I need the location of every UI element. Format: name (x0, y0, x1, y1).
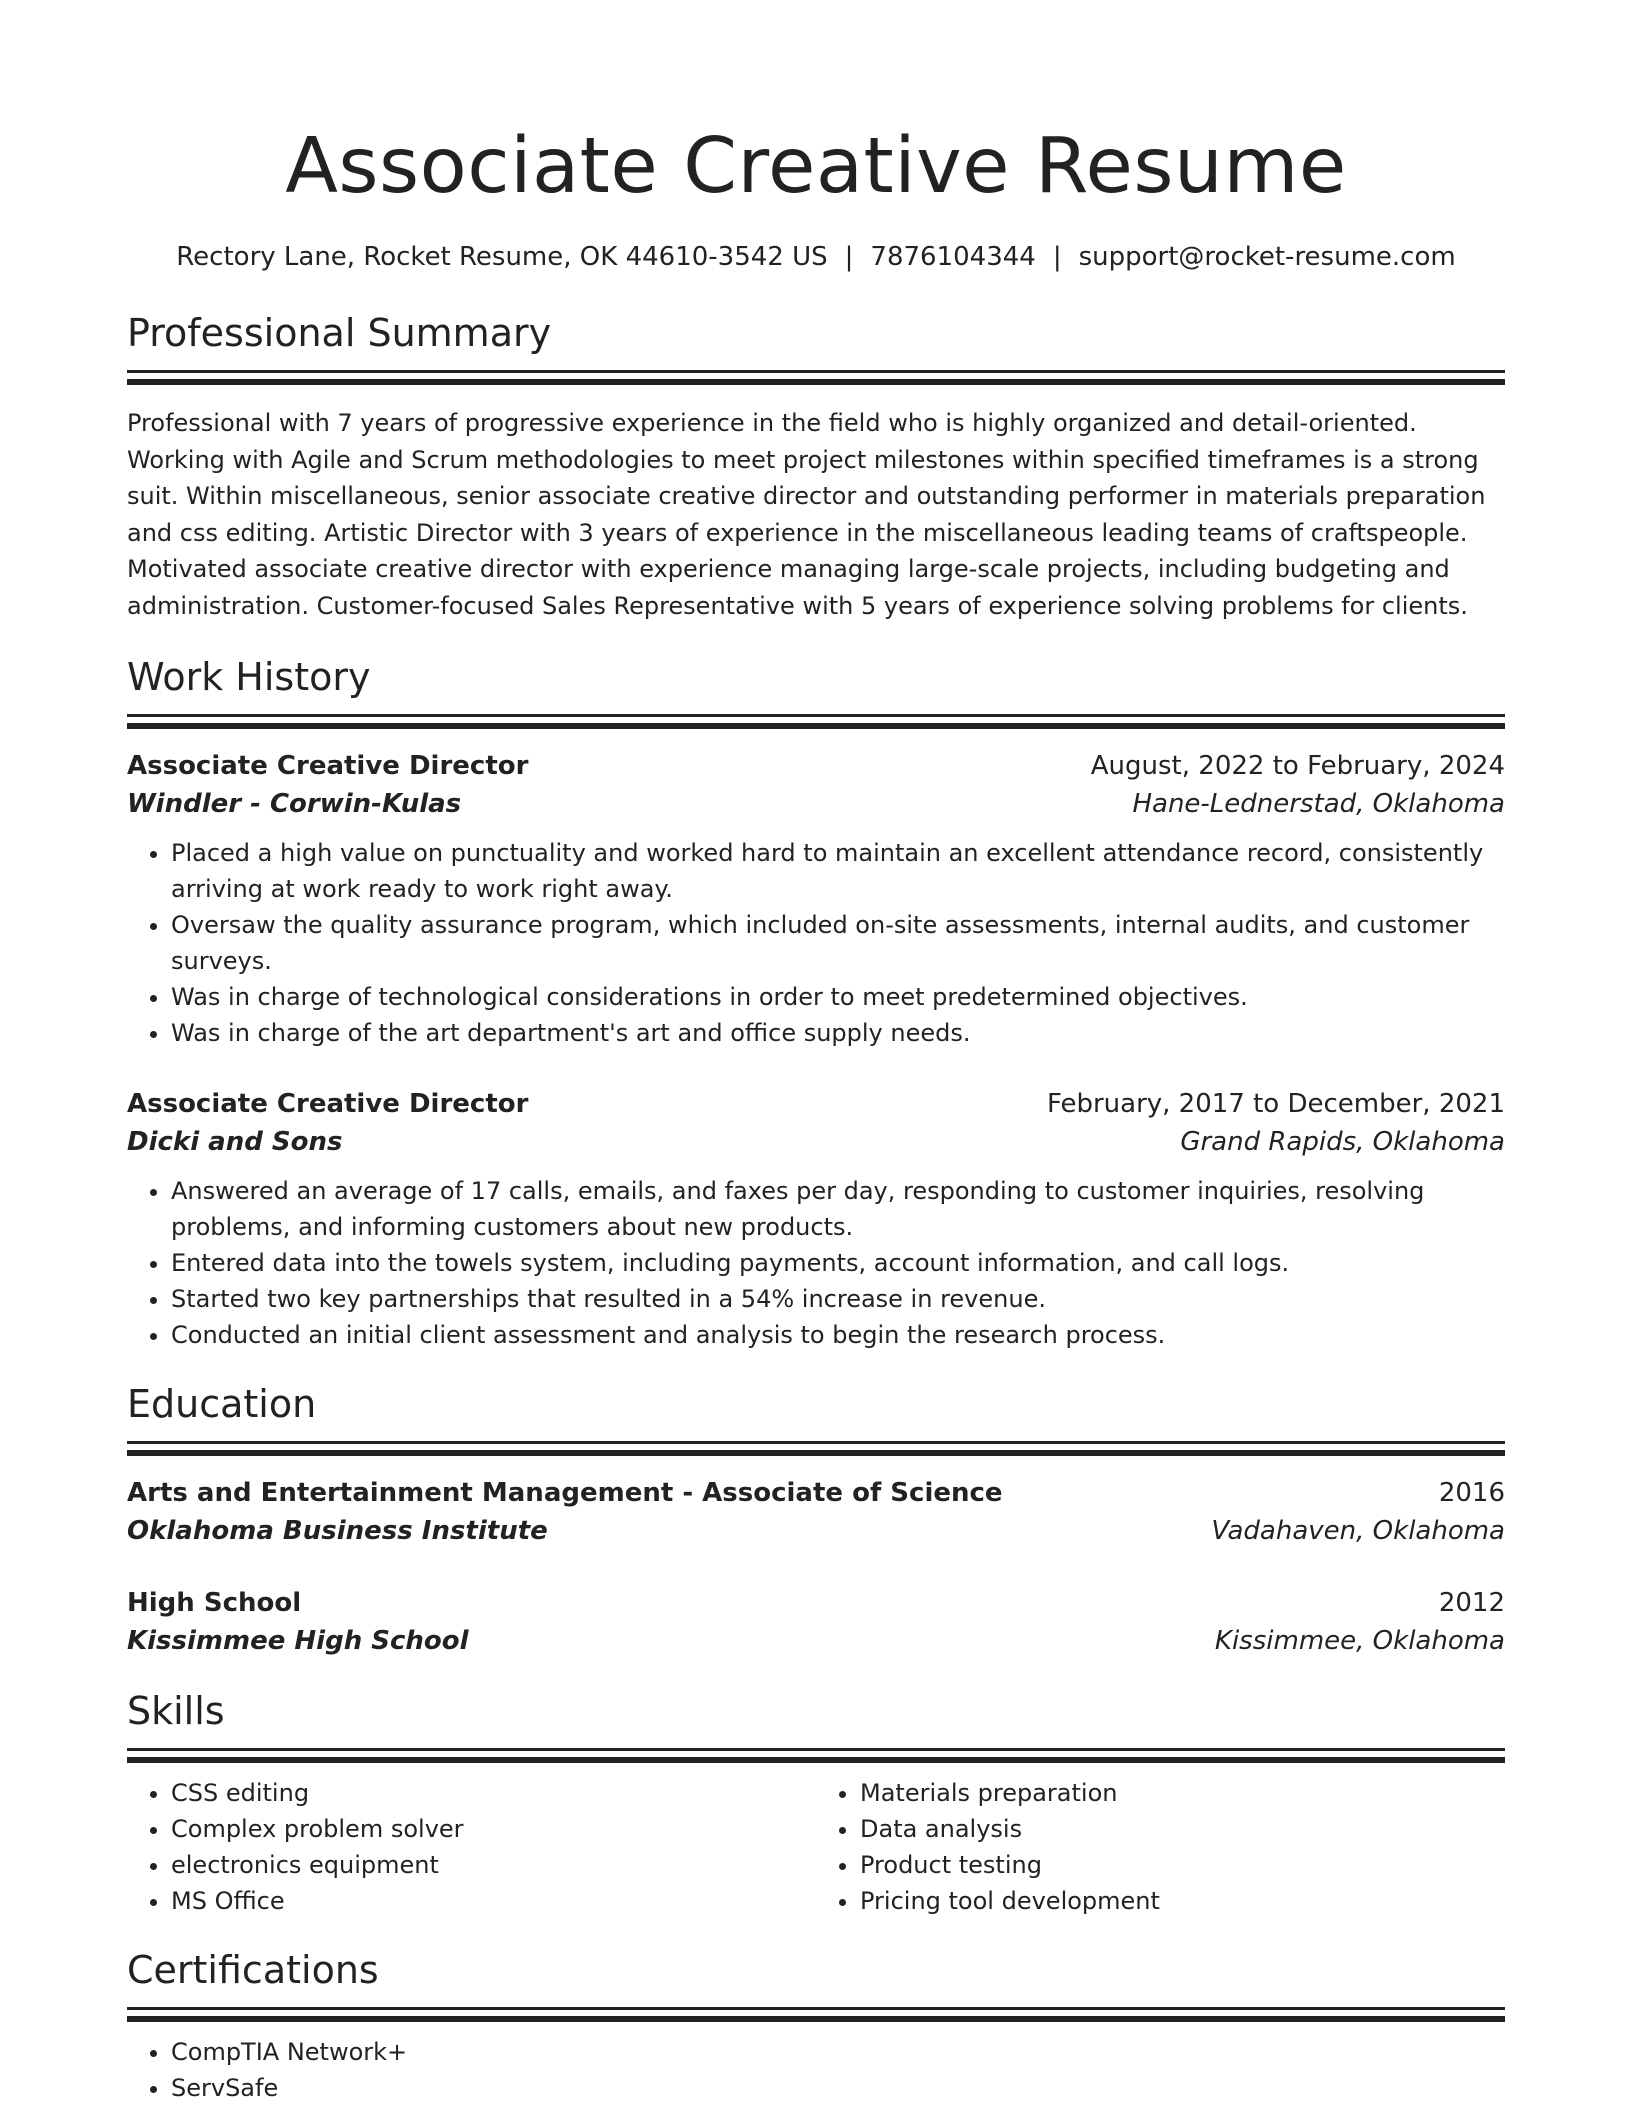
job-entry (127, 747, 1505, 1051)
job-dates: February, 2017 to December, 2021 (1046, 1089, 1505, 1119)
job-location: Grand Rapids, Oklahoma (1180, 1127, 1505, 1157)
certification-item: • ServSafe (171, 2070, 1505, 2106)
certifications-section (127, 1947, 1505, 2106)
contact-separator: | (1052, 242, 1062, 272)
skill-item: • Materials preparation (860, 1775, 1505, 1811)
skills-section (127, 1688, 1505, 1919)
section-rule-thick (127, 723, 1505, 729)
section-rule (127, 1441, 1505, 1444)
section-rule-thick (127, 1757, 1505, 1763)
section-heading: Certifications (127, 1948, 379, 1992)
section-heading: Work History (127, 655, 371, 699)
job-bullet: • Placed a high value on punctuality and worked hard to maintain an excellent attendance record, consistently arriving at work ready to work right away. (171, 835, 1505, 907)
education-year: 2016 (1438, 1478, 1505, 1508)
job-bullets (127, 835, 1505, 1051)
job-header-row (127, 747, 1505, 785)
education-degree: Arts and Entertainment Management - Associate of Science (127, 1478, 1003, 1508)
skill-item: • Complex problem solver (171, 1811, 816, 1847)
skill-item: • Pricing tool development (860, 1883, 1505, 1919)
skill-item: • electronics equipment (171, 1847, 816, 1883)
job-company-row (127, 1123, 1505, 1161)
skill-item: • CSS editing (171, 1775, 816, 1811)
resume-title: Associate Creative Resume (285, 122, 1347, 211)
job-title: Associate Creative Director (127, 751, 529, 781)
job-title: Associate Creative Director (127, 1089, 529, 1119)
skills-column-left (127, 1775, 816, 1919)
summary-text: Professional with 7 years of progressive experience in the field who is highly organized and detail-oriented. Working with Agile and Scrum methodologies to meet project milestones within specified timeframes is a strong suit. Within miscellaneous, senior associate creative director and outstanding performer in materials preparation and css editing. Artistic Director with 3 years of experience in the miscellaneous leading teams of craftspeople. Motivated associate creative director with experience managing large-scale projects, including budgeting and administration. Customer-focused Sales Representative with 5 years of experience solving problems for clients. (127, 409, 1486, 620)
certification-item: • CompTIA Network+ (171, 2034, 1505, 2070)
job-bullet: • Conducted an initial client assessment and analysis to begin the research process. (171, 1317, 1505, 1353)
education-school: Oklahoma Business Institute (127, 1516, 548, 1546)
job-header-row (127, 1085, 1505, 1123)
work-history-section (127, 654, 1505, 1353)
section-heading: Education (127, 1382, 317, 1426)
job-bullet: • Entered data into the towels system, including payments, account information, and call logs. (171, 1245, 1505, 1281)
section-rule (127, 1748, 1505, 1751)
job-dates: August, 2022 to February, 2024 (1090, 751, 1505, 781)
job-bullets (127, 1173, 1505, 1353)
section-rule (127, 370, 1505, 373)
education-entry (127, 1584, 1505, 1660)
education-degree: High School (127, 1588, 302, 1618)
summary-section (127, 310, 1505, 624)
job-company: Dicki and Sons (127, 1127, 343, 1157)
contact-line (127, 240, 1505, 274)
education-section (127, 1381, 1505, 1660)
education-header-row (127, 1584, 1505, 1622)
section-rule-thick (127, 2016, 1505, 2022)
education-location: Kissimmee, Oklahoma (1214, 1626, 1505, 1656)
skills-column-right (816, 1775, 1505, 1919)
contact-separator: | (844, 242, 854, 272)
skill-item: • Product testing (860, 1847, 1505, 1883)
job-location: Hane-Lednerstad, Oklahoma (1132, 789, 1505, 819)
education-year: 2012 (1438, 1588, 1505, 1618)
contact-phone: 7876104344 (870, 242, 1036, 272)
section-heading: Skills (127, 1689, 225, 1733)
section-rule (127, 2007, 1505, 2010)
section-rule-thick (127, 1450, 1505, 1456)
job-company-row (127, 785, 1505, 823)
education-entry (127, 1474, 1505, 1550)
contact-address: Rectory Lane, Rocket Resume, OK 44610-3542 US (176, 242, 828, 272)
section-rule (127, 714, 1505, 717)
section-rule-thick (127, 379, 1505, 385)
skill-item: • MS Office (171, 1883, 816, 1919)
section-heading: Professional Summary (127, 311, 552, 355)
skills-grid (127, 1775, 1505, 1919)
education-location: Vadahaven, Oklahoma (1211, 1516, 1505, 1546)
job-bullet: • Oversaw the quality assurance program, which included on-site assessments, internal audits, and customer surveys. (171, 907, 1505, 979)
education-school-row (127, 1622, 1505, 1660)
job-bullet: • Was in charge of the art department's art and office supply needs. (171, 1015, 1505, 1051)
education-school: Kissimmee High School (127, 1626, 469, 1656)
skill-item: • Data analysis (860, 1811, 1505, 1847)
certifications-list (127, 2034, 1505, 2106)
job-entry (127, 1085, 1505, 1353)
job-bullet: • Answered an average of 17 calls, emails, and faxes per day, responding to customer inquiries, resolving problems, and informing customers about new products. (171, 1173, 1505, 1245)
job-bullet: • Started two key partnerships that resulted in a 54% increase in revenue. (171, 1281, 1505, 1317)
education-school-row (127, 1512, 1505, 1550)
education-header-row (127, 1474, 1505, 1512)
job-bullet: • Was in charge of technological considerations in order to meet predetermined objectives. (171, 979, 1505, 1015)
contact-email: support@rocket-resume.com (1078, 242, 1456, 272)
job-company: Windler - Corwin-Kulas (127, 789, 462, 819)
